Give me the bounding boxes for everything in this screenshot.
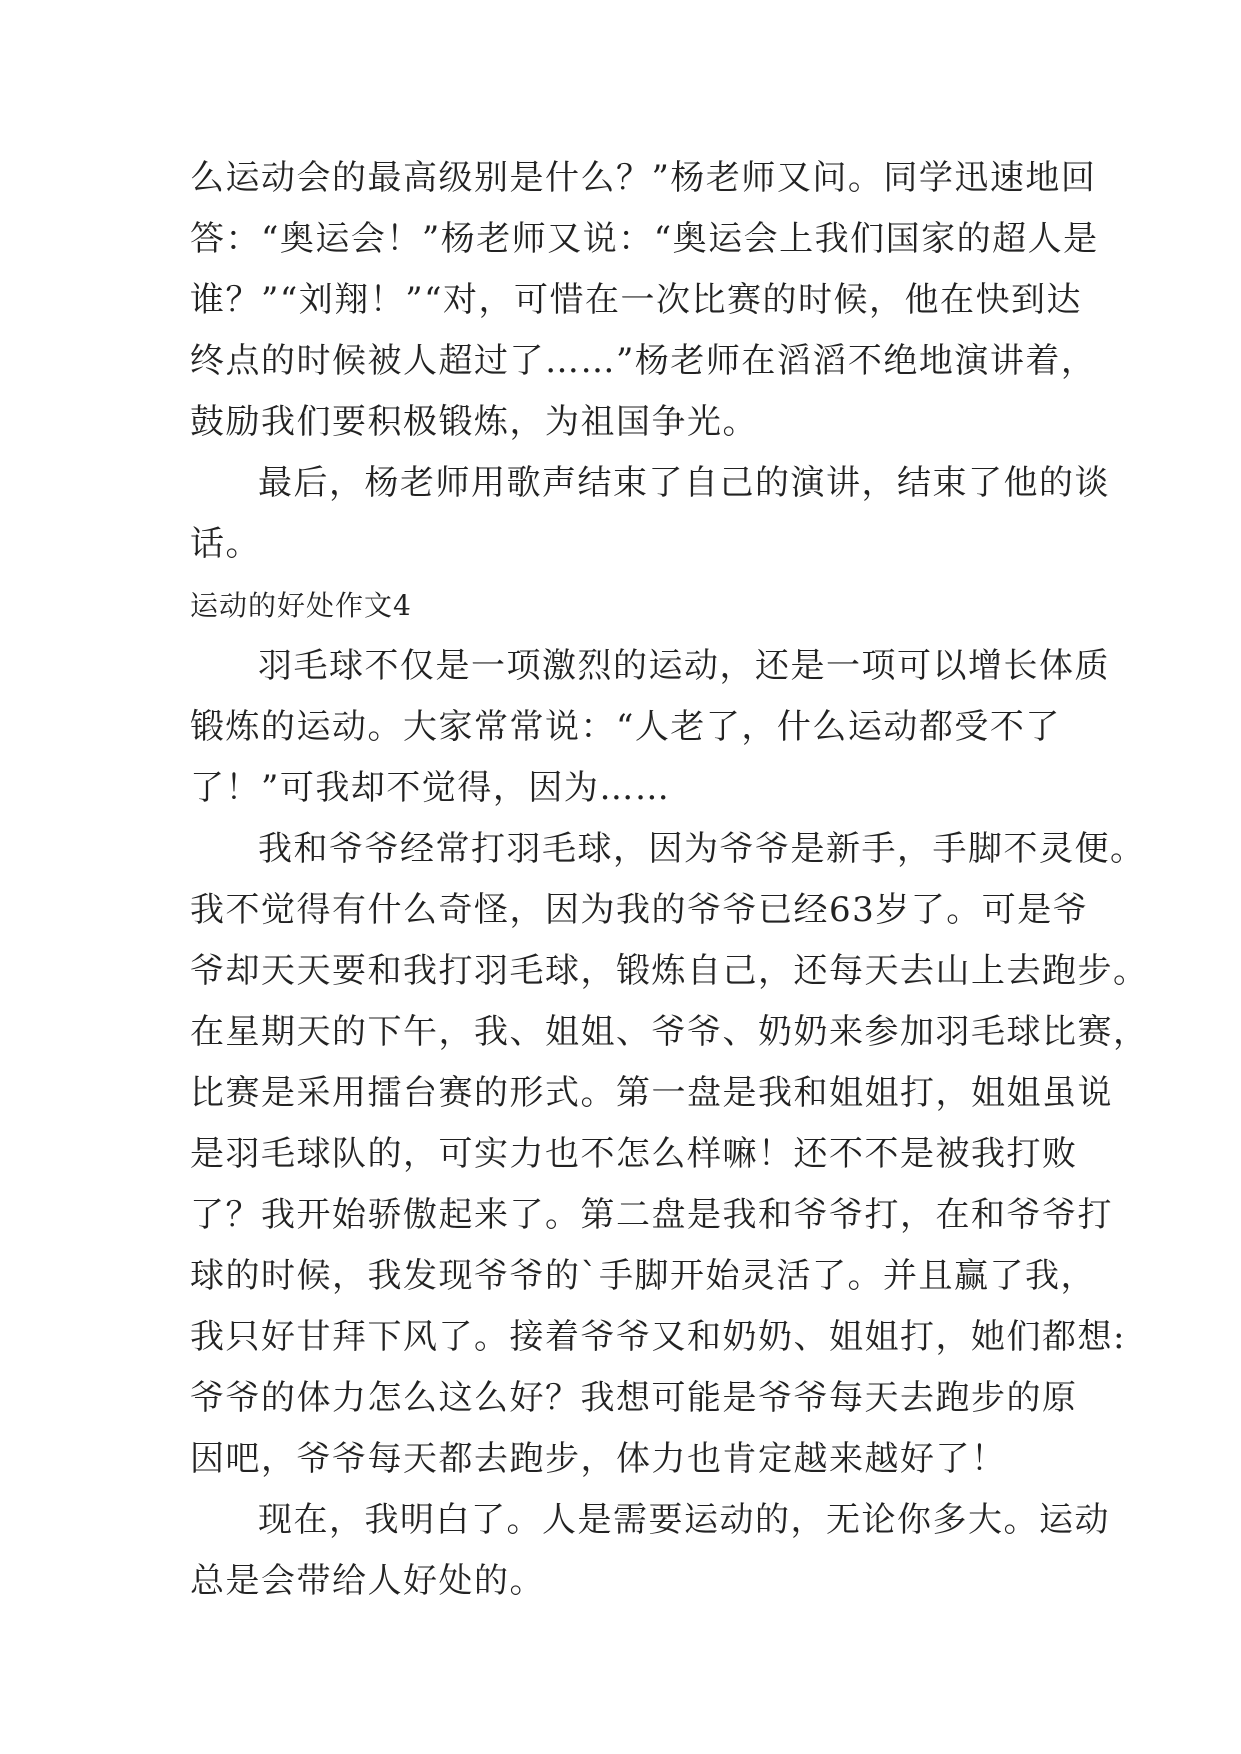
text-line: 总是会带给人好处的。	[190, 1561, 545, 1601]
text-line: 答：“奥运会！”杨老师又说：“奥运会上我们国家的超人是	[190, 219, 1099, 259]
top-paragraphs	[190, 148, 1110, 575]
text-line: 么运动会的最高级别是什么？”杨老师又问。同学迅速地回	[190, 158, 1097, 198]
text-line: 我不觉得有什么奇怪，因为我的爷爷已经63岁了。可是爷	[190, 890, 1089, 930]
text-line: 了！”可我却不觉得，因为……	[190, 768, 671, 808]
text-line: 球的时候，我发现爷爷的`手脚开始灵活了。并且赢了我，	[190, 1256, 1096, 1296]
paragraph-p3	[190, 636, 1110, 819]
text-line: 比赛是采用擂台赛的形式。第一盘是我和姐姐打，姐姐虽说	[190, 1073, 1113, 1113]
text-line: 我只好甘拜下风了。接着爷爷又和奶奶、姐姐打，她们都想:	[190, 1317, 1126, 1357]
paragraph-p1	[190, 148, 1099, 453]
text-line: 最后，杨老师用歌声结束了自己的演讲，结束了他的谈	[258, 463, 1110, 503]
paragraph-p2	[190, 453, 1110, 575]
document-page	[190, 148, 1149, 1612]
text-line: 爷却天天要和我打羽毛球，锻炼自己，还每天去山上去跑步。	[190, 951, 1149, 991]
section-paragraphs	[190, 636, 1149, 1612]
section-title: 运动的好处作文4	[190, 589, 412, 622]
paragraph-p4	[190, 819, 1149, 1490]
text-line: 我和爷爷经常打羽毛球，因为爷爷是新手，手脚不灵便。	[258, 829, 1146, 869]
text-line: 鼓励我们要积极锻炼，为祖国争光。	[190, 402, 758, 442]
text-line: 终点的时候被人超过了……”杨老师在滔滔不绝地演讲着，	[190, 341, 1097, 381]
text-line: 在星期天的下午，我、姐姐、爷爷、奶奶来参加羽毛球比赛，	[190, 1012, 1149, 1052]
text-line: 是羽毛球队的，可实力也不怎么样嘛！还不不是被我打败	[190, 1134, 1078, 1174]
text-line: 现在，我明白了。人是需要运动的，无论你多大。运动	[258, 1500, 1110, 1540]
text-line: 锻炼的运动。大家常常说：“人老了，什么运动都受不了	[190, 707, 1061, 747]
text-line: 话。	[190, 524, 261, 564]
text-line: 因吧，爷爷每天都去跑步，体力也肯定越来越好了！	[190, 1439, 1007, 1479]
text-line: 羽毛球不仅是一项激烈的运动，还是一项可以增长体质	[258, 646, 1110, 686]
text-line: 爷爷的体力怎么这么好？我想可能是爷爷每天去跑步的原	[190, 1378, 1078, 1418]
text-line: 谁？”“刘翔！”“对，可惜在一次比赛的时候，他在快到达	[190, 280, 1083, 320]
paragraph-p5	[190, 1490, 1110, 1612]
text-line: 了？我开始骄傲起来了。第二盘是我和爷爷打，在和爷爷打	[190, 1195, 1113, 1235]
